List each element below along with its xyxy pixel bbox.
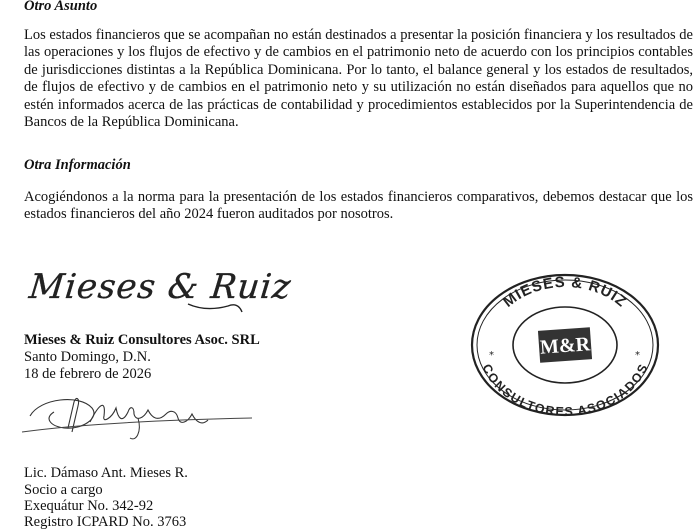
paragraph-otro-asunto: Los estados financieros que se acompañan no están destinados a presentar la posición financiera y los resultados de las operaciones y los flujos de efectivo y de cambios en el patrimonio neto de acuerdo con los principios contables de jurisdicciones distintas a la República Dominicana. Por lo tanto, el balance general y los estados de resultados, de flujos de efectivo y de cambios en el patrimonio neto y su utilización no están diseñados para aquellos que no estén informados acerca de las prácticas de contabilidad y procedimientos establecidos por la Superintendencia de Bancos de la República Dominicana.	[24, 27, 693, 131]
company-seal	[469, 272, 661, 418]
svg-text:Mieses & Ruiz: Mieses & Ruiz	[27, 267, 294, 307]
firm-signature	[27, 262, 294, 322]
firm-name: Mieses & Ruiz Consultores Asoc. SRL	[24, 332, 260, 348]
svg-text:*: *	[489, 350, 494, 361]
signer-registry: Registro ICPARD No. 3763	[24, 514, 187, 530]
signer-name: Lic. Dámaso Ant. Mieses R.	[24, 465, 188, 481]
svg-text:MIESES & RUIZ: MIESES & RUIZ	[499, 273, 631, 311]
heading-otro-asunto: Otro Asunto	[24, 0, 98, 14]
signer-exequatur: Exequátur No. 342-92	[24, 498, 154, 514]
svg-text:M&R: M&R	[539, 333, 591, 359]
report-date: 18 de febrero de 2026	[24, 366, 152, 382]
heading-otra-informacion: Otra Información	[24, 157, 131, 173]
svg-text:*: *	[635, 350, 640, 361]
svg-text:CONSULTORES ASOCIADOS: CONSULTORES ASOCIADOS	[479, 361, 651, 419]
signer-role: Socio a cargo	[24, 482, 103, 498]
firm-city: Santo Domingo, D.N.	[24, 349, 151, 365]
paragraph-otra-informacion: Acogiéndonos a la norma para la presentación de los estados financieros comparativos, debemos destacar que los estados financieros del año 2024 fueron auditados por nosotros.	[24, 189, 693, 223]
personal-signature	[20, 388, 260, 448]
